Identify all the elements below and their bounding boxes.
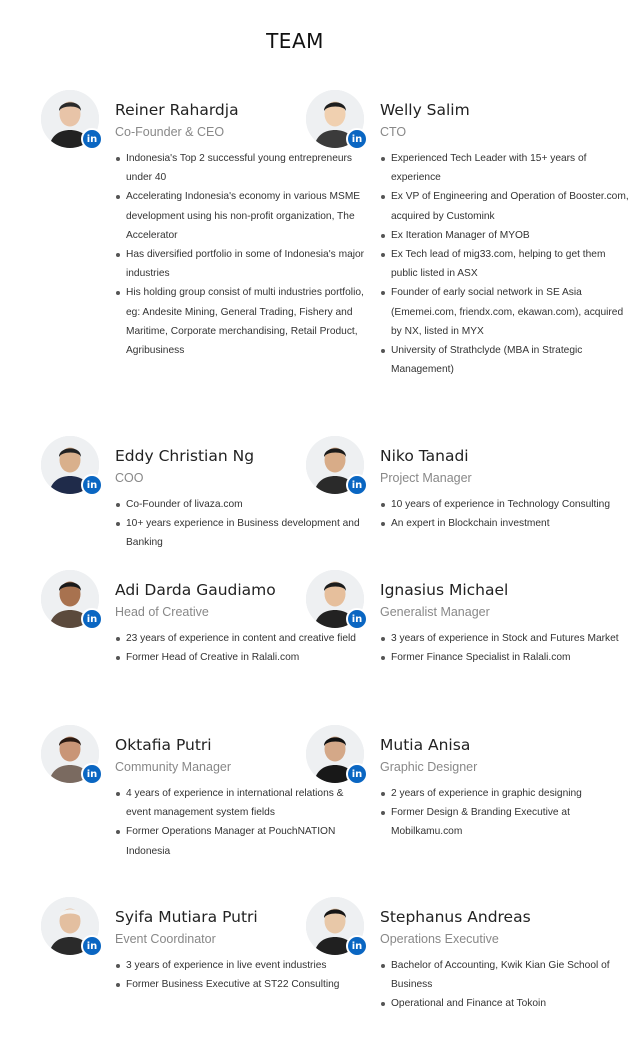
list-item: Ex VP of Engineering and Operation of Booster.com, acquired by Customink: [380, 187, 630, 225]
member-role: Operations Executive: [380, 932, 499, 946]
linkedin-icon[interactable]: in: [81, 763, 103, 785]
team-member-card: [351, 580, 630, 667]
member-name: Eddy Christian Ng: [115, 447, 255, 465]
member-name: Syifa Mutiara Putri: [115, 908, 258, 926]
member-role: Project Manager: [380, 471, 472, 485]
list-item: Co-Founder of livaza.com: [115, 495, 365, 514]
team-member-card: [351, 446, 630, 533]
list-item: Former Business Executive at ST22 Consulting: [115, 975, 365, 994]
member-bullet-list: [380, 956, 630, 1014]
list-item: An expert in Blockchain investment: [380, 514, 630, 533]
member-role: Generalist Manager: [380, 605, 490, 619]
list-item: Former Finance Specialist in Ralali.com: [380, 648, 630, 667]
list-item: Ex Iteration Manager of MYOB: [380, 226, 630, 245]
linkedin-icon[interactable]: in: [81, 128, 103, 150]
member-bullet-list: [115, 495, 365, 553]
linkedin-icon[interactable]: in: [346, 763, 368, 785]
avatar: [306, 436, 364, 494]
list-item: Founder of early social network in SE Asia (Ememei.com, friendx.com, ekawan.com), acquired by NX, listed in MYX: [380, 283, 630, 341]
avatar: [306, 897, 364, 955]
member-bullet-list: [380, 784, 630, 842]
member-name: Ignasius Michael: [380, 581, 509, 599]
linkedin-icon[interactable]: in: [346, 608, 368, 630]
member-bullet-list: [380, 149, 630, 379]
team-member-card: [351, 735, 630, 842]
member-bullet-list: [380, 495, 630, 533]
member-name: Niko Tanadi: [380, 447, 469, 465]
linkedin-icon[interactable]: in: [346, 128, 368, 150]
member-bullet-list: [115, 784, 365, 861]
member-role: Community Manager: [115, 760, 232, 774]
member-name: Mutia Anisa: [380, 736, 471, 754]
list-item: 4 years of experience in international relations & event management system fields: [115, 784, 365, 822]
member-name: Oktafia Putri: [115, 736, 212, 754]
avatar: [41, 90, 99, 148]
avatar: [41, 570, 99, 628]
avatar: [41, 897, 99, 955]
list-item: Operational and Finance at Tokoin: [380, 994, 630, 1013]
member-name: Welly Salim: [380, 101, 470, 119]
avatar: [306, 570, 364, 628]
avatar: [306, 90, 364, 148]
list-item: University of Strathclyde (MBA in Strategic Management): [380, 341, 630, 379]
list-item: 23 years of experience in content and creative field: [115, 629, 365, 648]
member-name: Reiner Rahardja: [115, 101, 239, 119]
member-bullet-list: [115, 149, 365, 360]
linkedin-icon[interactable]: in: [346, 935, 368, 957]
list-item: 3 years of experience in Stock and Futures Market: [380, 629, 630, 648]
list-item: Accelerating Indonesia's economy in various MSME development using his non-profit organization, The Accelerator: [115, 187, 365, 245]
list-item: Bachelor of Accounting, Kwik Kian Gie School of Business: [380, 956, 630, 994]
member-bullet-list: [115, 629, 365, 667]
team-member-card: [351, 907, 630, 1014]
member-role: Graphic Designer: [380, 760, 478, 774]
list-item: Indonesia's Top 2 successful young entrepreneurs under 40: [115, 149, 365, 187]
list-item: Former Design & Branding Executive at Mobilkamu.com: [380, 803, 630, 841]
member-role: Head of Creative: [115, 605, 209, 619]
list-item: 3 years of experience in live event industries: [115, 956, 365, 975]
avatar: [41, 436, 99, 494]
avatar: [41, 725, 99, 783]
list-item: Former Head of Creative in Ralali.com: [115, 648, 365, 667]
list-item: Former Operations Manager at PouchNATION Indonesia: [115, 822, 365, 860]
avatar: [306, 725, 364, 783]
member-role: CTO: [380, 125, 407, 139]
member-bullet-list: [115, 956, 365, 994]
list-item: His holding group consist of multi industries portfolio, eg: Andesite Mining, General Trading, Fishery and Maritime, Corporate merchandising, Retail Product, Agribusiness: [115, 283, 365, 360]
member-bullet-list: [380, 629, 630, 667]
member-name: Adi Darda Gaudiamo: [115, 581, 276, 599]
linkedin-icon[interactable]: in: [81, 474, 103, 496]
list-item: Has diversified portfolio in some of Indonesia's major industries: [115, 245, 365, 283]
list-item: Ex Tech lead of mig33.com, helping to get them public listed in ASX: [380, 245, 630, 283]
list-item: 10 years of experience in Technology Consulting: [380, 495, 630, 514]
page-title: TEAM: [266, 29, 324, 53]
list-item: Experienced Tech Leader with 15+ years of experience: [380, 149, 630, 187]
linkedin-icon[interactable]: in: [81, 935, 103, 957]
member-role: Event Coordinator: [115, 932, 216, 946]
linkedin-icon[interactable]: in: [81, 608, 103, 630]
linkedin-icon[interactable]: in: [346, 474, 368, 496]
member-role: COO: [115, 471, 144, 485]
member-role: Co-Founder & CEO: [115, 125, 225, 139]
list-item: 2 years of experience in graphic designing: [380, 784, 630, 803]
list-item: 10+ years experience in Business development and Banking: [115, 514, 365, 552]
team-member-card: [351, 100, 630, 379]
member-name: Stephanus Andreas: [380, 908, 531, 926]
